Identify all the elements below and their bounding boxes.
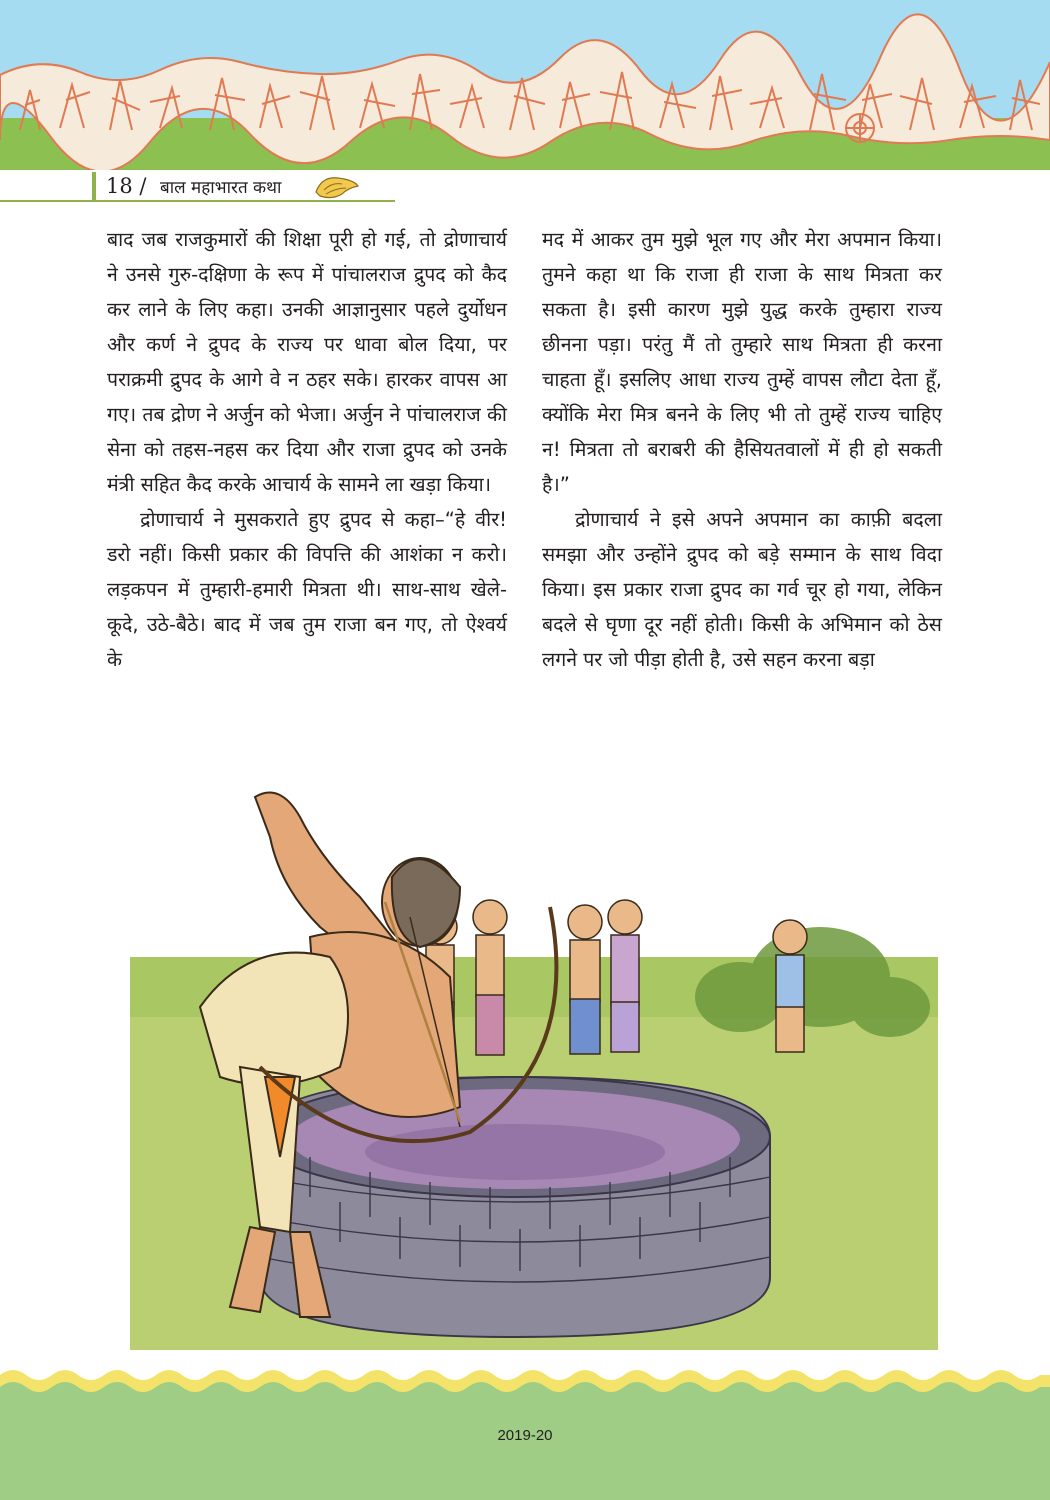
paragraph: मद में आकर तुम मुझे भूल गए और मेरा अपमान किया। तुमने कहा था कि राजा ही राजा के साथ मित्रता कर सकता है। इसी कारण मुझे युद्ध करके तुम्हारा राज्य छीनना पड़ा। परंतु मैं तो तुम्हारे साथ मित्रता ही करना चाहता हूँ। इसलिए आधा राज्य तुम्हें वापस लौटा देता हूँ, क्योंकि मेरा मित्र बनने के लिए भी तो तुम्हें राज्य चाहिए न! मित्रता तो बराबरी की हैसियतवालों में ही हो सकती है।” bbox=[542, 228, 942, 496]
header-separator: / bbox=[139, 174, 147, 198]
running-title: बाल महाभारत कथा bbox=[160, 178, 282, 198]
paragraph: द्रोणाचार्य ने इसे अपने अपमान का काफ़ी बदला समझा और उन्होंने द्रुपद को बड़े सम्मान के साथ विदा किया। इस प्रकार राजा द्रुपद का गर्व चूर हो गया, लेकिन बदले से घृणा दूर नहीं होती। किसी के अभिमान को ठेस लगने पर जो पीड़ा होती है, उसे सहन करना बड़ा bbox=[542, 508, 942, 671]
footer-year: 2019-20 bbox=[497, 1427, 553, 1444]
stone-well bbox=[260, 1077, 770, 1337]
battle-frieze-banner bbox=[0, 0, 1050, 170]
body-column-right bbox=[542, 222, 942, 677]
body-column-left bbox=[107, 222, 507, 677]
header-rule bbox=[0, 200, 395, 202]
paragraph: द्रोणाचार्य ने मुसकराते हुए द्रुपद से कहा–“हे वीर! डरो नहीं। किसी प्रकार की विपत्ति की आशंका न करो। लड़कपन में तुम्हारी-हमारी मित्रता थी। साथ-साथ खेले-कूदे, उठे-बैठे। बाद में जब तुम राजा बन गए, तो ऐश्वर्य के bbox=[107, 508, 507, 671]
paragraph: बाद जब राजकुमारों की शिक्षा पूरी हो गई, तो द्रोणाचार्य ने उनसे गुरु-दक्षिणा के रूप में पांचालराज द्रुपद को कैद कर लाने के लिए कहा। उनकी आज्ञानुसार पहले दुर्योधन और कर्ण ने द्रुपद के राज्य पर धावा बोल दिया, पर पराक्रमी द्रुपद के आगे वे न ठहर सके। हारकर वापस आ गए। तब द्रोण ने अर्जुन को भेजा। अर्जुन ने पांचालराज की सेना को तहस-नहस कर दिया और राजा द्रुपद को उनके मंत्री सहित कैद करके आचार्य के सामने ला खड़ा किया। bbox=[107, 228, 507, 496]
page-number: 18 / bbox=[106, 174, 147, 198]
conch-ornament-icon bbox=[312, 172, 362, 202]
header-accent-bar bbox=[92, 172, 96, 202]
illustration-drona-at-well bbox=[130, 777, 938, 1350]
bushes bbox=[695, 927, 930, 1037]
